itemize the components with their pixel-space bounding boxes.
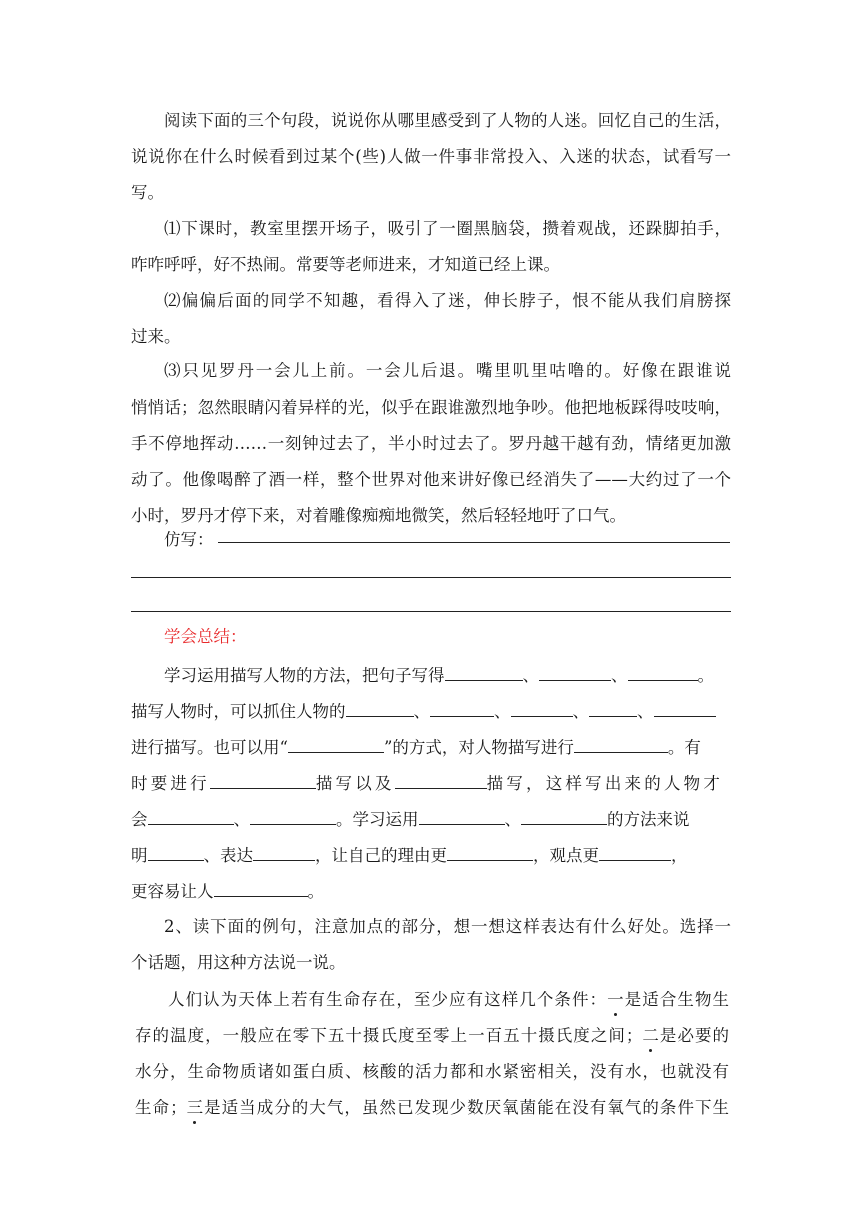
fill-blank[interactable] — [521, 806, 607, 825]
sentence-3-line-4: 动了。他像喝醉了酒一样，整个世界对他来讲好像已经消失了——大约过了一个 — [131, 470, 731, 489]
fill-blank[interactable] — [511, 698, 573, 717]
summary-text: 。 — [307, 882, 324, 901]
summary-text: 会 — [131, 810, 148, 829]
summary-text: 描写以及 — [315, 774, 395, 793]
fill-blank[interactable] — [447, 842, 533, 861]
summary-text: 进行描写。也可以用“ — [131, 738, 288, 757]
summary-text: 。 — [697, 666, 714, 685]
fill-blank[interactable] — [395, 770, 487, 789]
fill-blank[interactable] — [288, 734, 384, 753]
summary-text: 时要进行 — [131, 774, 210, 793]
summary-text: 更容易让人 — [131, 882, 214, 901]
fill-blank[interactable] — [589, 698, 637, 717]
summary-text: 学习运用描写人物的方法，把句子写得 — [164, 666, 445, 685]
example-line-3: 水分，生命物质诸如蛋白质、核酸的活力都和水紧密相关，没有水，也就没有 — [135, 1062, 729, 1081]
fill-blank[interactable] — [599, 842, 671, 861]
fill-blank[interactable] — [419, 806, 505, 825]
fill-blank[interactable] — [250, 806, 336, 825]
summary-line-3 — [131, 734, 731, 758]
summary-text: ”的方式，对人物描写进行 — [383, 738, 574, 757]
fill-blank[interactable] — [430, 698, 494, 717]
summary-text: ，观点更 — [533, 846, 599, 865]
fill-blank[interactable] — [539, 662, 611, 681]
imitate-label: 仿写： — [164, 530, 214, 549]
fill-blank[interactable] — [148, 806, 234, 825]
summary-separator: 、 — [233, 810, 250, 829]
sentence-3-line-5: 小时，罗丹才停下来，对着雕像痴痴地微笑，然后轻轻地吁了口气。 — [131, 506, 626, 525]
summary-separator: 、 — [572, 702, 589, 721]
summary-text: 明 — [131, 846, 148, 865]
example-line-2 — [135, 1024, 729, 1048]
fill-blank[interactable] — [346, 698, 414, 717]
example-text: 是适合生物生 — [623, 990, 730, 1009]
summary-separator: 、 — [504, 810, 521, 829]
sentence-1-line-1: ⑴下课时，教室里摆开场子，吸引了一圈黑脑袋，攒着观战，还跺脚拍手， — [164, 219, 731, 238]
summary-text: 。学习运用 — [336, 810, 419, 829]
summary-text: ， — [671, 846, 688, 865]
fill-blank[interactable] — [214, 878, 308, 897]
summary-separator: 、 — [611, 666, 628, 685]
example-text: 存的温度，一般应在零下五十摄氏度至零上一百五十摄氏度之间； — [135, 1026, 643, 1045]
example-line-4 — [135, 1096, 729, 1120]
fill-blank[interactable] — [445, 662, 523, 681]
fill-blank[interactable] — [148, 842, 204, 861]
summary-separator: 、 — [637, 702, 654, 721]
summary-text: 描写人物时，可以抓住人物的 — [131, 702, 346, 721]
summary-text: 、表达 — [203, 846, 253, 865]
summary-line-4 — [131, 770, 731, 794]
example-text: 是必要的 — [658, 1026, 729, 1045]
summary-separator: 、 — [522, 666, 539, 685]
summary-line-5 — [131, 806, 731, 830]
intro-line-2: 说说你在什么时候看到过某个(些)人做一件事非常投入、入迷的状态，试看写一 — [131, 147, 731, 166]
example-text: 生命； — [135, 1098, 187, 1117]
fill-blank[interactable] — [210, 770, 316, 789]
summary-line-2 — [131, 698, 731, 722]
sentence-1-line-2: 咋咋呼呼，好不热闹。常要等老师进来，才知道已经上课。 — [131, 255, 560, 274]
fill-blank[interactable] — [654, 698, 716, 717]
sentence-3-line-2: 悄悄话；忽然眼睛闪着异样的光，似乎在跟谁激烈地争吵。他把地板踩得吱吱响， — [131, 398, 731, 417]
sentence-2-line-1: ⑵偏偏后面的同学不知趣，看得入了迷，伸长脖子，恨不能从我们肩膀探 — [164, 291, 731, 310]
sentence-3-line-1: ⑶只见罗丹一会儿上前。一会儿后退。嘴里叽里咕噜的。好像在跟谁说 — [164, 361, 731, 380]
summary-heading: 学会总结： — [164, 627, 247, 646]
summary-line-7 — [131, 878, 731, 902]
summary-text: 。有 — [667, 738, 701, 757]
intro-line-3: 写。 — [131, 183, 164, 202]
summary-text: 描写，这样写出来的人物才 — [486, 774, 724, 793]
imitate-line-3[interactable] — [131, 611, 731, 612]
example-text: 人们认为天体上若有生命存在，至少应有这样几个条件： — [168, 990, 608, 1009]
example-line-1 — [168, 988, 729, 1012]
summary-line-6 — [131, 842, 731, 866]
fill-blank[interactable] — [574, 734, 668, 753]
example-text: 是适当成分的大气，虽然已发现少数厌氧菌能在没有氧气的条件下生 — [203, 1098, 729, 1117]
emphasis-dot-char: 三 — [187, 1096, 204, 1120]
summary-text: ，让自己的理由更 — [315, 846, 447, 865]
question-2-line-2: 个话题，用这种方法说一说。 — [131, 953, 346, 972]
emphasis-dot-char: 二 — [642, 1024, 659, 1048]
imitate-line-2[interactable] — [131, 577, 731, 578]
question-2-line-1: 2、读下面的例句，注意加点的部分，想一想这样表达有什么好处。选择一 — [164, 917, 731, 936]
sentence-2-line-2: 过来。 — [131, 327, 181, 346]
sentence-3-line-3: 手不停地挥动……一刻钟过去了，半小时过去了。罗丹越干越有劲，情绪更加激 — [131, 434, 731, 453]
summary-separator: 、 — [413, 702, 430, 721]
summary-text: 的方法来说 — [607, 810, 690, 829]
imitate-line-1[interactable] — [218, 542, 730, 543]
emphasis-dot-char: 一 — [607, 988, 624, 1012]
summary-line-1 — [164, 662, 731, 686]
intro-line-1: 阅读下面的三个句段，说说你从哪里感受到了人物的人迷。回忆自己的生活， — [164, 111, 731, 130]
fill-blank[interactable] — [628, 662, 698, 681]
fill-blank[interactable] — [253, 842, 315, 861]
summary-separator: 、 — [494, 702, 511, 721]
